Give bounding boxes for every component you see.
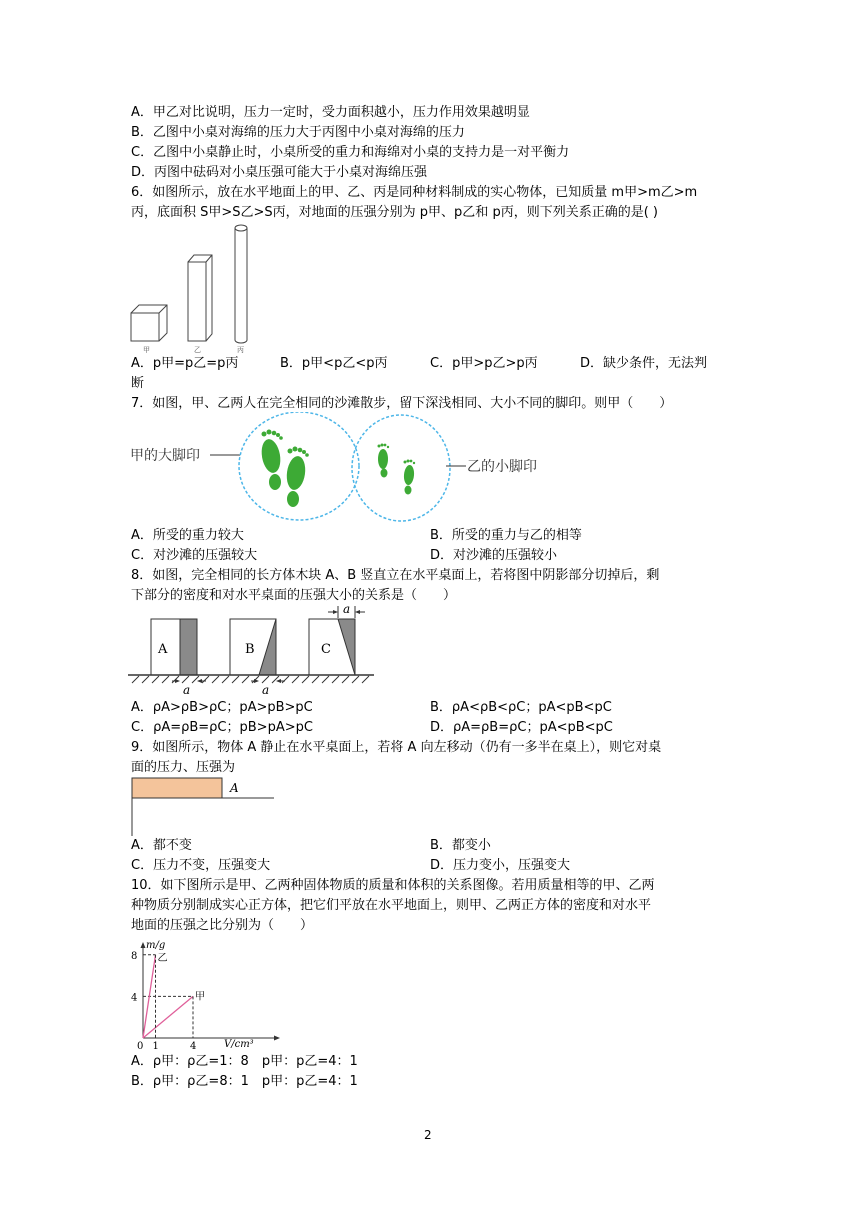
q8-stem-line2: 下部分的密度和对水平桌面的压强大小的关系是（ ） [131, 588, 457, 603]
label-big-footprint: 甲的大脚印 [130, 448, 200, 464]
label-jia: 甲 [143, 346, 150, 354]
q7-stem: 7．如图，甲、乙两人在完全相同的沙滩散步，留下深浅相同、大小不同的脚印。则甲（ ） [131, 396, 673, 411]
label-yi: 乙 [194, 346, 201, 354]
object-a [132, 778, 222, 798]
small-footprint-circle [352, 415, 450, 521]
q10-stem-line1: 10．如下图所示是甲、乙两种固体物质的质量和体积的关系图像。若用质量相等的甲、乙两 [131, 878, 655, 893]
block-b-label: B [245, 642, 255, 657]
prism-yi [188, 255, 212, 341]
q7-option-d: D．对沙滩的压强较小 [430, 548, 558, 563]
q5-option-d: D．丙图中砝码对小桌压强可能大于小桌对海绵压强 [131, 165, 428, 180]
q9-option-b: B．都变小 [430, 838, 491, 853]
q10-option-b: B．ρ甲：ρ乙=8：1 p甲：p乙=4：1 [131, 1074, 358, 1089]
big-footprints-icon [259, 430, 309, 508]
label-bing: 丙 [237, 346, 244, 354]
q8-figure [128, 604, 378, 696]
q6-option-a: A．p甲=p乙=p丙 [131, 356, 239, 371]
q9-option-c: C．压力不变，压强变大 [131, 858, 271, 873]
q6-option-b: B．p甲<p乙<p丙 [280, 356, 388, 371]
q6-option-d-continued: 断 [131, 376, 145, 391]
q6-option-d: D．缺少条件，无法判 [580, 356, 708, 371]
q5-option-a: A．甲乙对比说明，压力一定时，受力面积越小，压力作用效果越明显 [131, 105, 530, 120]
q7-option-c: C．对沙滩的压强较大 [131, 548, 258, 563]
q9-stem-line1: 9．如图所示，物体 A 静止在水平桌面上，若将 A 向左移动（仍有一多半在桌上），则它对桌 [131, 740, 662, 755]
q8-stem-line1: 8．如图，完全相同的长方体木块 A、B 竖直立在水平桌面上，若将图中阴影部分切掉后，剩 [131, 568, 660, 583]
series-line-0 [143, 996, 193, 1038]
page-number: 2 [424, 1128, 432, 1142]
q8-option-d: D．ρA=ρB=ρC；pA<pB<pC [430, 720, 613, 735]
y-axis-label: m/g [146, 940, 166, 951]
dim-label-a: a [183, 683, 191, 696]
q9-option-a: A．都不变 [131, 838, 192, 853]
q5-option-b: B．乙图中小桌对海绵的压力大于丙图中小桌对海绵的压力 [131, 125, 465, 140]
q9-option-d: D．压力变小，压强变大 [430, 858, 571, 873]
q10-option-a: A．ρ甲：ρ乙=1：8 p甲：p乙=4：1 [131, 1054, 358, 1069]
q10-stem-line3: 地面的压强之比分别为（ ） [131, 918, 314, 933]
block-a-label: A [158, 642, 168, 657]
x-tick-2: 4 [190, 1041, 197, 1052]
series-label-0: 甲 [195, 991, 205, 1003]
x-axis-label: V/cm³ [224, 1039, 254, 1050]
series-label-1: 乙 [157, 952, 168, 964]
block-a-shaded [180, 619, 197, 675]
cube-jia [131, 305, 167, 341]
label-small-footprint: 乙的小脚印 [467, 459, 537, 475]
q8-option-b: B．ρA<ρB<ρC；pA<pB<pC [430, 700, 612, 715]
q5-option-c: C．乙图中小桌静止时，小桌所受的重力和海绵对小桌的支持力是一对平衡力 [131, 145, 570, 160]
dim-label-b: a [262, 683, 270, 696]
block-c-label: C [321, 642, 331, 657]
q6-option-c: C．p甲>p乙>p丙 [430, 356, 538, 371]
q7-option-b: B．所受的重力与乙的相等 [430, 528, 582, 543]
x-tick-0: 0 [137, 1041, 144, 1052]
table-hatch [132, 676, 369, 683]
q9-stem-line2: 面的压力、压强为 [131, 760, 236, 775]
q10-stem-line2: 种物质分别制成实心正方体，把它们平放在水平地面上，则甲、乙两正方体的密度和对水平 [131, 898, 652, 913]
object-a-label: A [230, 781, 239, 795]
q6-figure [128, 220, 258, 358]
y-tick-1: 8 [131, 950, 138, 962]
q8-option-a: A．ρA>ρB>ρC；pA>pB>pC [131, 700, 313, 715]
q6-stem-line1: 6．如图所示，放在水平地面上的甲、乙、丙是同种材料制成的实心物体，已知质量 m甲>m乙>m [131, 185, 698, 200]
y-tick-0: 4 [131, 992, 138, 1004]
q9-figure [128, 776, 278, 838]
small-footprints-icon [378, 444, 416, 495]
q8-option-c: C．ρA=ρB=ρC；pB>pA>pC [131, 720, 313, 735]
cylinder-bing [235, 225, 247, 343]
q6-stem-line2: 丙，底面积 S甲>S乙>S丙，对地面的压强分别为 p甲、p乙和 p丙，则下列关系正确的是( ) [131, 205, 658, 220]
x-tick-1: 1 [152, 1041, 159, 1052]
q7-figure [128, 412, 578, 524]
dim-label-c: a [343, 604, 351, 616]
q7-option-a: A．所受的重力较大 [131, 528, 244, 543]
q10-chart [128, 936, 288, 1056]
